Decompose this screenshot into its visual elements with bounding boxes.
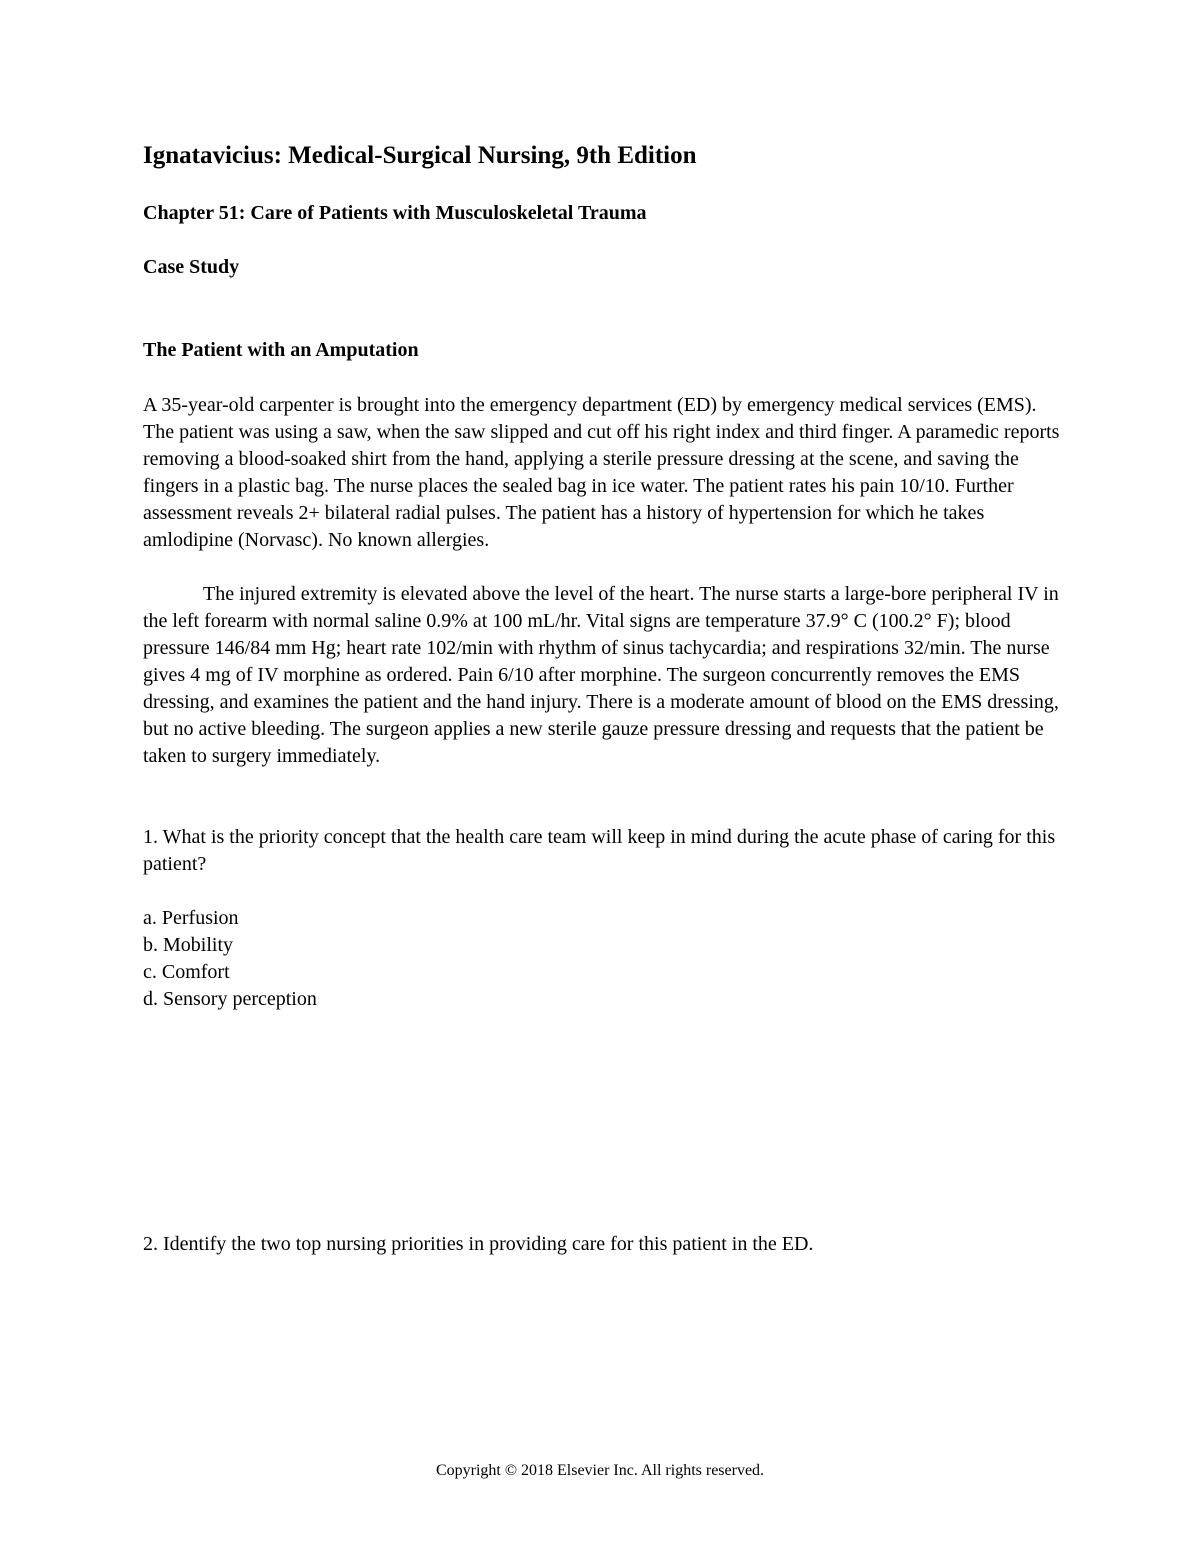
book-title: Ignatavicius: Medical-Surgical Nursing, 9th Edition bbox=[143, 142, 697, 169]
question-1: 1. What is the priority concept that the health care team will keep in mind during the acute phase of caring for this patient? bbox=[143, 826, 1056, 875]
document-type-heading: Case Study bbox=[143, 256, 240, 278]
case-title: The Patient with an Amputation bbox=[143, 339, 419, 361]
copyright-footer: Copyright © 2018 Elsevier Inc. All rights reserved. bbox=[435, 1462, 765, 1479]
option-a: a. Perfusion bbox=[143, 907, 239, 929]
option-d: d. Sensory perception bbox=[143, 988, 317, 1010]
chapter-title: Chapter 51: Care of Patients with Musculoskeletal Trauma bbox=[143, 202, 647, 224]
option-c: c. Comfort bbox=[143, 961, 230, 983]
question-1-options bbox=[143, 905, 317, 1013]
question-2: 2. Identify the two top nursing priorities in providing care for this patient in the ED. bbox=[143, 1233, 814, 1255]
case-paragraph-2: The injured extremity is elevated above the level of the heart. The nurse starts a large-bore peripheral IV in the left forearm with normal saline 0.9% at 100 mL/hr. Vital signs are temperature 37.9° C (100.2° F); blood pressure 146/84 mm Hg; heart rate 102/min with rhythm of sinus tachycardia; and respirations 32/min. The nurse gives 4 mg of IV morphine as ordered. Pain 6/10 after morphine. The surgeon concurrently removes the EMS dressing, and examines the patient and the hand injury. There is a moderate amount of blood on the EMS dressing, but no active bleeding. The surgeon applies a new sterile gauze pressure dressing and requests that the patient be taken to surgery immediately. bbox=[143, 583, 1059, 767]
option-b: b. Mobility bbox=[143, 934, 234, 956]
case-paragraph-1: A 35-year-old carpenter is brought into the emergency department (ED) by emergency medical services (EMS). The patient was using a saw, when the saw slipped and cut off his right index and third finger. A paramedic reports removing a blood-soaked shirt from the hand, applying a sterile pressure dressing at the scene, and saving the fingers in a plastic bag. The nurse places the sealed bag in ice water. The patient rates his pain 10/10. Further assessment reveals 2+ bilateral radial pulses. The patient has a history of hypertension for which he takes amlodipine (Norvasc). No known allergies. bbox=[143, 394, 1060, 551]
